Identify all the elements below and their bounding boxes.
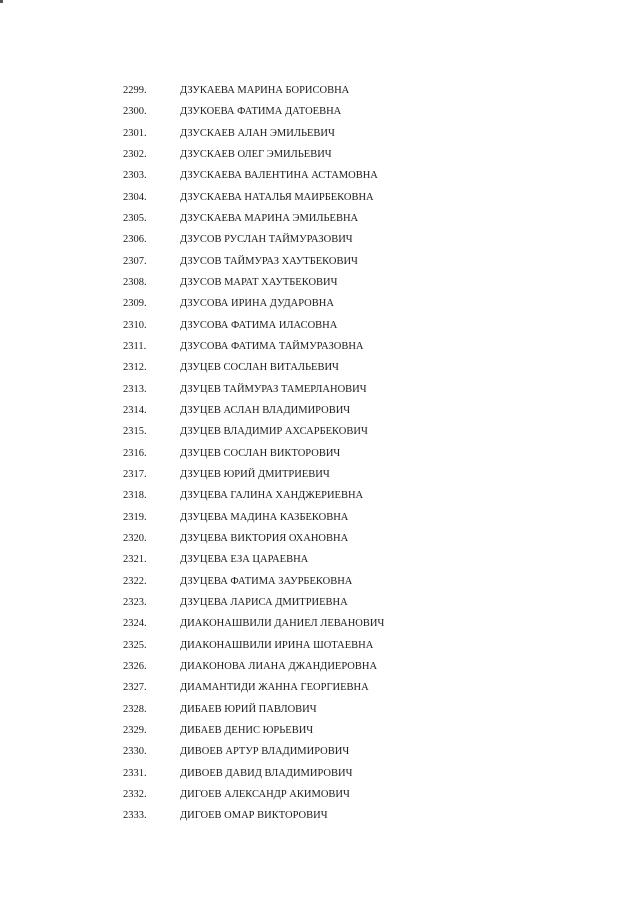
list-item <box>0 315 640 336</box>
entry-name: ДЗУСОВА ИРИНА ДУДАРОВНА <box>180 298 334 310</box>
scan-corner-mark <box>0 0 3 3</box>
list-item <box>0 805 640 826</box>
entry-name: ДЗУЦЕВА ВИКТОРИЯ ОХАНОВНА <box>180 532 349 544</box>
entry-name: ДЗУЦЕВ АСЛАН ВЛАДИМИРОВИЧ <box>180 404 351 416</box>
entry-name: ДЗУЦЕВ ВЛАДИМИР АХСАРБЕКОВИЧ <box>180 426 368 438</box>
list-item <box>0 656 640 677</box>
entry-name: ДЗУЦЕВА ЛАРИСА ДМИТРИЕВНА <box>180 596 348 608</box>
list-item <box>0 443 640 464</box>
list-item <box>0 379 640 400</box>
entry-name: ДИГОЕВ ОМАР ВИКТОРОВИЧ <box>180 810 328 822</box>
entry-name: ДЗУСКАЕВ ОЛЕГ ЭМИЛЬЕВИЧ <box>180 148 332 160</box>
entry-name: ДЗУЦЕВА МАДИНА КАЗБЕКОВНА <box>180 511 349 523</box>
list-item <box>0 336 640 357</box>
entry-number: 2314. <box>123 404 147 416</box>
list-item <box>0 80 640 101</box>
entry-number: 2318. <box>123 490 147 502</box>
list-item <box>0 485 640 506</box>
entry-name: ДИВОЕВ АРТУР ВЛАДИМИРОВИЧ <box>180 746 350 758</box>
entry-name: ДИАКОНАШВИЛИ ИРИНА ШОТАЕВНА <box>180 639 374 651</box>
entry-number: 2326. <box>123 660 147 672</box>
entry-number: 2319. <box>123 511 147 523</box>
entry-name: ДИВОЕВ ДАВИД ВЛАДИМИРОВИЧ <box>180 767 353 779</box>
entry-name: ДЗУСКАЕВА НАТАЛЬЯ МАИРБЕКОВНА <box>180 191 374 203</box>
entry-name: ДИАКОНОВА ЛИАНА ДЖАНДИЕРОВНА <box>180 660 378 672</box>
entry-name: ДЗУСКАЕВ АЛАН ЭМИЛЬЕВИЧ <box>180 127 335 139</box>
list-item <box>0 699 640 720</box>
entry-name: ДЗУСОВА ФАТИМА ТАЙМУРАЗОВНА <box>180 340 364 352</box>
list-item <box>0 635 640 656</box>
list-item <box>0 741 640 762</box>
entry-number: 2329. <box>123 724 147 736</box>
entry-number: 2304. <box>123 191 147 203</box>
entry-number: 2310. <box>123 319 147 331</box>
entry-number: 2312. <box>123 362 147 374</box>
entry-name: ДЗУЦЕВ ТАЙМУРАЗ ТАМЕРЛАНОВИЧ <box>180 383 367 395</box>
list-item <box>0 421 640 442</box>
list-item <box>0 101 640 122</box>
entry-name: ДЗУСОВ МАРАТ ХАУТБЕКОВИЧ <box>180 276 338 288</box>
entry-number: 2333. <box>123 810 147 822</box>
entry-name: ДЗУКОЕВА ФАТИМА ДАТОЕВНА <box>180 106 342 118</box>
entry-number: 2307. <box>123 255 147 267</box>
entry-name: ДЗУЦЕВ СОСЛАН ВИТАЛЬЕВИЧ <box>180 362 339 374</box>
entry-name: ДЗУЦЕВА ФАТИМА ЗАУРБЕКОВНА <box>180 575 353 587</box>
entry-number: 2317. <box>123 468 147 480</box>
entry-name: ДЗУСОВ РУСЛАН ТАЙМУРАЗОВИЧ <box>180 234 353 246</box>
name-list <box>0 80 640 826</box>
entry-name: ДЗУСОВ ТАЙМУРАЗ ХАУТБЕКОВИЧ <box>180 255 358 267</box>
entry-number: 2299. <box>123 85 147 96</box>
entry-name: ДЗУСОВА ФАТИМА ИЛАСОВНА <box>180 319 338 331</box>
entry-number: 2325. <box>123 639 147 651</box>
list-item <box>0 784 640 805</box>
entry-number: 2311. <box>123 340 147 352</box>
list-item <box>0 464 640 485</box>
entry-number: 2321. <box>123 554 147 566</box>
list-item <box>0 400 640 421</box>
entry-number: 2300. <box>123 106 147 118</box>
list-item <box>0 763 640 784</box>
list-item <box>0 677 640 698</box>
list-item <box>0 293 640 314</box>
entry-name: ДЗУСКАЕВА ВАЛЕНТИНА АСТАМОВНА <box>180 170 378 182</box>
entry-number: 2323. <box>123 596 147 608</box>
list-item <box>0 357 640 378</box>
list-item <box>0 571 640 592</box>
list-item <box>0 187 640 208</box>
entry-number: 2302. <box>123 148 147 160</box>
list-item <box>0 507 640 528</box>
entry-name: ДЗУЦЕВА ГАЛИНА ХАНДЖЕРИЕВНА <box>180 490 364 502</box>
list-item <box>0 208 640 229</box>
list-item <box>0 272 640 293</box>
entry-name: ДИБАЕВ ДЕНИС ЮРЬЕВИЧ <box>180 724 314 736</box>
entry-number: 2324. <box>123 618 147 630</box>
list-item <box>0 144 640 165</box>
list-item <box>0 528 640 549</box>
entry-name: ДЗУЦЕВА ЕЗА ЦАРАЕВНА <box>180 554 309 566</box>
entry-number: 2301. <box>123 127 147 139</box>
entry-name: ДЗУКАЕВА МАРИНА БОРИСОВНА <box>180 85 350 96</box>
entry-number: 2328. <box>123 703 147 715</box>
entry-number: 2330. <box>123 746 147 758</box>
list-item <box>0 549 640 570</box>
list-item <box>0 123 640 144</box>
list-item <box>0 251 640 272</box>
entry-number: 2320. <box>123 532 147 544</box>
list-item <box>0 165 640 186</box>
list-item <box>0 613 640 634</box>
entry-name: ДЗУЦЕВ СОСЛАН ВИКТОРОВИЧ <box>180 447 341 459</box>
entry-name: ДИАКОНАШВИЛИ ДАНИЕЛ ЛЕВАНОВИЧ <box>180 618 385 630</box>
entry-name: ДЗУСКАЕВА МАРИНА ЭМИЛЬЕВНА <box>180 212 359 224</box>
list-item <box>0 720 640 741</box>
entry-name: ДИБАЕВ ЮРИЙ ПАВЛОВИЧ <box>180 703 317 715</box>
entry-number: 2315. <box>123 426 147 438</box>
entry-number: 2308. <box>123 276 147 288</box>
list-item <box>0 592 640 613</box>
entry-name: ДЗУЦЕВ ЮРИЙ ДМИТРИЕВИЧ <box>180 468 330 480</box>
entry-name: ДИАМАНТИДИ ЖАННА ГЕОРГИЕВНА <box>180 682 369 694</box>
entry-number: 2327. <box>123 682 147 694</box>
entry-number: 2313. <box>123 383 147 395</box>
entry-number: 2331. <box>123 767 147 779</box>
entry-name: ДИГОЕВ АЛЕКСАНДР АКИМОВИЧ <box>180 788 350 800</box>
entry-number: 2309. <box>123 298 147 310</box>
entry-number: 2332. <box>123 788 147 800</box>
entry-number: 2306. <box>123 234 147 246</box>
list-item <box>0 229 640 250</box>
entry-number: 2322. <box>123 575 147 587</box>
entry-number: 2305. <box>123 212 147 224</box>
entry-number: 2316. <box>123 447 147 459</box>
entry-number: 2303. <box>123 170 147 182</box>
